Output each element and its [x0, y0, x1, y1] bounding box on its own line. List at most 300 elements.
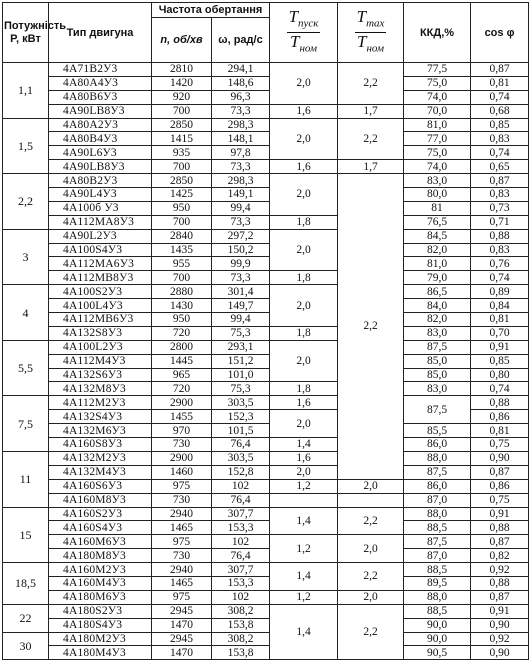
rpm-cell: 1465	[152, 576, 212, 590]
motor-type-cell: 4А112МА8У3	[49, 215, 152, 229]
efficiency-cell: 88,0	[404, 451, 471, 465]
omega-cell: 73,3	[212, 104, 270, 118]
start-torque-cell: 1,4	[270, 563, 338, 591]
cos-phi-cell: 0,88	[471, 576, 529, 590]
motor-spec-table	[2, 2, 529, 660]
rpm-cell: 2850	[152, 118, 212, 132]
start-torque-cell: 2,0	[270, 340, 338, 382]
max-torque-cell: 2,2	[338, 63, 404, 105]
efficiency-cell: 77,5	[404, 63, 471, 77]
motor-type-cell: 4А180S4У3	[49, 618, 152, 632]
motor-type-cell: 4А132S4У3	[49, 410, 152, 424]
cos-phi-cell: 0,81	[471, 76, 529, 90]
omega-cell: 148,6	[212, 76, 270, 90]
omega-cell: 301,4	[212, 285, 270, 299]
efficiency-cell: 83,0	[404, 326, 471, 340]
efficiency-cell: 74,0	[404, 160, 471, 174]
omega-cell: 101,5	[212, 424, 270, 438]
rpm-cell: 730	[152, 549, 212, 563]
start-torque-cell: 1,6	[270, 451, 338, 465]
table-row	[3, 90, 529, 104]
header-cos-phi: cos φ	[471, 3, 529, 63]
efficiency-cell: 90,0	[404, 618, 471, 632]
motor-type-cell: 4А112МВ6У3	[49, 313, 152, 327]
table-row	[3, 618, 529, 632]
table-row	[3, 285, 529, 299]
table-row	[3, 479, 529, 493]
efficiency-cell: 83,0	[404, 382, 471, 396]
table-row	[3, 493, 529, 507]
rpm-cell: 2945	[152, 632, 212, 646]
power-cell: 11	[3, 451, 49, 507]
efficiency-cell: 89,5	[404, 576, 471, 590]
omega-cell: 97,8	[212, 146, 270, 160]
cos-phi-cell: 0,83	[471, 188, 529, 202]
table-row	[3, 215, 529, 229]
omega-cell: 75,3	[212, 382, 270, 396]
motor-type-cell: 4А90LВ8У3	[49, 160, 152, 174]
table-row	[3, 104, 529, 118]
rpm-cell: 1435	[152, 243, 212, 257]
omega-cell: 303,5	[212, 451, 270, 465]
omega-cell: 99,4	[212, 201, 270, 215]
cos-phi-cell: 0,86	[471, 410, 529, 424]
rpm-cell: 1470	[152, 646, 212, 660]
table-row	[3, 535, 529, 549]
motor-type-cell: 4А160М8У3	[49, 493, 152, 507]
cos-phi-cell: 0,74	[471, 146, 529, 160]
cos-phi-cell: 0,84	[471, 299, 529, 313]
rpm-cell: 1455	[152, 410, 212, 424]
start-torque-cell: 2,0	[270, 174, 338, 216]
power-cell: 15	[3, 507, 49, 563]
cos-phi-cell: 0,90	[471, 618, 529, 632]
motor-type-cell: 4А180М4У3	[49, 646, 152, 660]
rpm-cell: 2800	[152, 340, 212, 354]
cos-phi-cell: 0,82	[471, 549, 529, 563]
cos-phi-cell: 0,85	[471, 354, 529, 368]
max-torque-cell: 2,2	[338, 604, 404, 660]
motor-type-cell: 4А132S8У3	[49, 326, 152, 340]
efficiency-cell: 85,0	[404, 354, 471, 368]
efficiency-cell: 81,0	[404, 118, 471, 132]
table-row	[3, 563, 529, 577]
omega-cell: 99,9	[212, 257, 270, 271]
omega-cell: 298,3	[212, 174, 270, 188]
omega-cell: 75,3	[212, 326, 270, 340]
cos-phi-cell: 0,74	[471, 271, 529, 285]
max-torque-cell: 2,2	[338, 563, 404, 591]
omega-cell: 76,4	[212, 549, 270, 563]
efficiency-cell: 79,0	[404, 271, 471, 285]
header-efficiency: ККД,%	[404, 3, 471, 63]
motor-type-cell: 4А90L2У3	[49, 229, 152, 243]
motor-type-cell: 4А160М2У3	[49, 563, 152, 577]
omega-cell: 153,8	[212, 646, 270, 660]
header-omega: ω, рад/с	[212, 18, 270, 63]
header-max-torque-ratio	[338, 3, 404, 63]
efficiency-cell: 86,5	[404, 285, 471, 299]
motor-type-cell: 4А90LВ8У3	[49, 104, 152, 118]
cos-phi-cell: 0,87	[471, 590, 529, 604]
table-row	[3, 243, 529, 257]
table-row	[3, 396, 529, 410]
start-torque-fraction: $\frac{T_{пуск}}{T_{ном}}$	[288, 6, 319, 55]
rpm-cell: 1415	[152, 132, 212, 146]
table-row	[3, 438, 529, 452]
motor-type-cell: 4А80В4У3	[49, 132, 152, 146]
rpm-cell: 965	[152, 368, 212, 382]
power-cell: 4	[3, 285, 49, 341]
table-row	[3, 604, 529, 618]
rpm-cell: 1425	[152, 188, 212, 202]
motor-type-cell: 4А180М6У3	[49, 590, 152, 604]
motor-type-cell: 4А100S4У3	[49, 243, 152, 257]
omega-cell: 96,3	[212, 90, 270, 104]
omega-cell: 148,1	[212, 132, 270, 146]
omega-cell: 308,2	[212, 632, 270, 646]
rpm-cell: 700	[152, 215, 212, 229]
table-row	[3, 174, 529, 188]
motor-type-cell: 4А90L6У3	[49, 146, 152, 160]
table-row	[3, 76, 529, 90]
start-torque-cell: 2,0	[270, 410, 338, 438]
table-row	[3, 632, 529, 646]
power-cell: 3	[3, 229, 49, 285]
rpm-cell: 2940	[152, 563, 212, 577]
rpm-cell: 955	[152, 257, 212, 271]
efficiency-cell: 88,0	[404, 590, 471, 604]
start-torque-cell: 1,4	[270, 438, 338, 452]
rpm-cell: 700	[152, 160, 212, 174]
efficiency-cell: 85,5	[404, 424, 471, 438]
header-start-torque-ratio	[270, 3, 338, 63]
efficiency-cell: 81	[404, 201, 471, 215]
max-torque-fraction: $\frac{T_{max}}{T_{ном}}$	[356, 6, 385, 55]
omega-cell: 297,2	[212, 229, 270, 243]
omega-cell: 150,2	[212, 243, 270, 257]
omega-cell: 303,5	[212, 396, 270, 410]
cos-phi-cell: 0,81	[471, 313, 529, 327]
cos-phi-cell: 0,87	[471, 535, 529, 549]
cos-phi-cell: 0,91	[471, 604, 529, 618]
omega-cell: 149,1	[212, 188, 270, 202]
motor-type-cell: 4А90L4У3	[49, 188, 152, 202]
rpm-cell: 2850	[152, 174, 212, 188]
omega-cell: 73,3	[212, 215, 270, 229]
omega-cell: 153,3	[212, 576, 270, 590]
efficiency-cell: 80,0	[404, 188, 471, 202]
power-cell: 22	[3, 604, 49, 632]
table-row	[3, 271, 529, 285]
cos-phi-cell: 0,81	[471, 424, 529, 438]
cos-phi-cell: 0,87	[471, 63, 529, 77]
cos-phi-cell: 0,87	[471, 465, 529, 479]
rpm-cell: 950	[152, 313, 212, 327]
motor-type-cell: 4А160М4У3	[49, 576, 152, 590]
omega-cell: 294,1	[212, 63, 270, 77]
start-torque-cell: 2,0	[270, 229, 338, 271]
start-torque-cell	[270, 493, 338, 507]
motor-type-cell: 4А160М6У3	[49, 535, 152, 549]
efficiency-cell: 87,0	[404, 549, 471, 563]
efficiency-cell: 87,5	[404, 465, 471, 479]
efficiency-cell: 70,0	[404, 104, 471, 118]
omega-cell: 153,8	[212, 618, 270, 632]
cos-phi-cell: 0,75	[471, 438, 529, 452]
start-torque-cell: 1,8	[270, 382, 338, 396]
efficiency-cell: 74,0	[404, 90, 471, 104]
start-torque-cell: 1,4	[270, 604, 338, 660]
header-rotation-frequency: Частота обертання	[152, 3, 270, 18]
efficiency-cell: 88,5	[404, 563, 471, 577]
max-torque-cell: 1,7	[338, 104, 404, 118]
max-torque-cell: 2,2	[338, 118, 404, 160]
rpm-cell: 1465	[152, 521, 212, 535]
motor-type-cell: 4А132М8У3	[49, 382, 152, 396]
rpm-cell: 720	[152, 382, 212, 396]
rpm-cell: 950	[152, 201, 212, 215]
omega-cell: 99,4	[212, 313, 270, 327]
omega-cell: 73,3	[212, 160, 270, 174]
motor-type-cell: 4А160S6У3	[49, 479, 152, 493]
table-row	[3, 368, 529, 382]
table-row	[3, 146, 529, 160]
efficiency-cell: 88,0	[404, 507, 471, 521]
rpm-cell: 2810	[152, 63, 212, 77]
rpm-cell: 935	[152, 146, 212, 160]
cos-phi-cell: 0,85	[471, 118, 529, 132]
table-row	[3, 160, 529, 174]
table-row	[3, 590, 529, 604]
table-row	[3, 257, 529, 271]
max-torque-cell: 2,2	[338, 174, 404, 480]
motor-type-cell: 4А100б У3	[49, 201, 152, 215]
cos-phi-cell: 0,65	[471, 160, 529, 174]
table-row	[3, 132, 529, 146]
cos-phi-cell: 0,74	[471, 382, 529, 396]
start-torque-cell: 2,0	[270, 118, 338, 160]
motor-type-cell: 4А180М8У3	[49, 549, 152, 563]
cos-phi-cell: 0,87	[471, 174, 529, 188]
omega-cell: 153,3	[212, 521, 270, 535]
rpm-cell: 2900	[152, 396, 212, 410]
motor-type-cell: 4А180S2У3	[49, 604, 152, 618]
table-row	[3, 313, 529, 327]
cos-phi-cell: 0,90	[471, 451, 529, 465]
max-torque-cell: 2,0	[338, 535, 404, 563]
efficiency-cell: 84,0	[404, 299, 471, 313]
motor-type-cell: 4А80В2У3	[49, 174, 152, 188]
table-row	[3, 201, 529, 215]
rpm-cell: 1420	[152, 76, 212, 90]
power-cell: 2,2	[3, 174, 49, 230]
omega-cell: 152,8	[212, 465, 270, 479]
motor-type-cell: 4А160S4У3	[49, 521, 152, 535]
efficiency-cell: 87,5	[404, 340, 471, 354]
efficiency-cell: 88,5	[404, 604, 471, 618]
rpm-cell: 1470	[152, 618, 212, 632]
motor-type-cell: 4А132М2У3	[49, 451, 152, 465]
table-row	[3, 188, 529, 202]
motor-type-cell: 4А180М2У3	[49, 632, 152, 646]
table-row	[3, 299, 529, 313]
motor-type-cell: 4А160S8У3	[49, 438, 152, 452]
cos-phi-cell: 0,88	[471, 396, 529, 410]
rpm-cell: 2880	[152, 285, 212, 299]
start-torque-cell: 1,8	[270, 215, 338, 229]
motor-type-cell: 4А112МА6У3	[49, 257, 152, 271]
cos-phi-cell: 0,83	[471, 243, 529, 257]
start-torque-cell: 1,2	[270, 590, 338, 604]
omega-cell: 307,7	[212, 507, 270, 521]
motor-type-cell: 4А80А4У3	[49, 76, 152, 90]
efficiency-cell: 87,0	[404, 493, 471, 507]
table-row	[3, 521, 529, 535]
motor-type-cell: 4А71В2У3	[49, 63, 152, 77]
table-row	[3, 354, 529, 368]
rpm-cell: 975	[152, 535, 212, 549]
motor-spec-table-sheet	[2, 2, 528, 660]
rpm-cell: 720	[152, 326, 212, 340]
table-row	[3, 465, 529, 479]
rpm-cell: 730	[152, 493, 212, 507]
start-torque-cell: 1,6	[270, 104, 338, 118]
omega-cell: 149,7	[212, 299, 270, 313]
efficiency-cell: 87,5	[404, 535, 471, 549]
table-row	[3, 549, 529, 563]
table-row	[3, 118, 529, 132]
motor-type-cell: 4А80В6У3	[49, 90, 152, 104]
omega-cell: 102	[212, 590, 270, 604]
omega-cell: 76,4	[212, 493, 270, 507]
rpm-cell: 2840	[152, 229, 212, 243]
cos-phi-cell: 0,88	[471, 229, 529, 243]
omega-cell: 102	[212, 535, 270, 549]
start-torque-cell: 1,2	[270, 479, 338, 493]
table-row	[3, 451, 529, 465]
efficiency-cell: 75,0	[404, 76, 471, 90]
table-row	[3, 229, 529, 243]
rpm-cell: 2900	[152, 451, 212, 465]
rpm-cell: 2945	[152, 604, 212, 618]
table-row	[3, 576, 529, 590]
rpm-cell: 920	[152, 90, 212, 104]
cos-phi-cell: 0,88	[471, 521, 529, 535]
cos-phi-cell: 0,83	[471, 132, 529, 146]
rpm-cell: 1430	[152, 299, 212, 313]
power-cell: 7,5	[3, 396, 49, 452]
efficiency-cell: 84,5	[404, 229, 471, 243]
power-cell: 1,1	[3, 63, 49, 119]
efficiency-cell: 86,0	[404, 438, 471, 452]
omega-cell: 151,2	[212, 354, 270, 368]
efficiency-cell: 77,0	[404, 132, 471, 146]
omega-cell: 307,7	[212, 563, 270, 577]
table-row	[3, 507, 529, 521]
motor-type-cell: 4А132М6У3	[49, 424, 152, 438]
rpm-cell: 2940	[152, 507, 212, 521]
power-cell: 5,5	[3, 340, 49, 396]
omega-cell: 298,3	[212, 118, 270, 132]
efficiency-cell: 90,5	[404, 646, 471, 660]
motor-type-cell: 4А112М4У3	[49, 354, 152, 368]
table-row	[3, 340, 529, 354]
omega-cell: 152,3	[212, 410, 270, 424]
rpm-cell: 730	[152, 438, 212, 452]
omega-cell: 101,0	[212, 368, 270, 382]
efficiency-cell: 82,0	[404, 313, 471, 327]
motor-type-cell: 4А132S6У3	[49, 368, 152, 382]
cos-phi-cell: 0,89	[471, 285, 529, 299]
header-power: Потужність P, кВт	[3, 3, 49, 63]
cos-phi-cell: 0,92	[471, 563, 529, 577]
cos-phi-cell: 0,80	[471, 368, 529, 382]
motor-type-cell: 4А160S2У3	[49, 507, 152, 521]
table-row	[3, 646, 529, 660]
omega-cell: 76,4	[212, 438, 270, 452]
start-torque-cell: 2,0	[270, 465, 338, 479]
motor-type-cell: 4А132М4У3	[49, 465, 152, 479]
cos-phi-cell: 0,91	[471, 507, 529, 521]
table-row	[3, 382, 529, 396]
cos-phi-cell: 0,70	[471, 326, 529, 340]
start-torque-cell: 1,6	[270, 396, 338, 410]
power-cell: 1,5	[3, 118, 49, 174]
start-torque-cell: 2,0	[270, 63, 338, 105]
max-torque-cell	[338, 493, 404, 507]
rpm-cell: 975	[152, 479, 212, 493]
motor-type-cell: 4А80А2У3	[49, 118, 152, 132]
header-n-rpm: n, об/хв	[152, 18, 212, 63]
cos-phi-cell: 0,68	[471, 104, 529, 118]
cos-phi-cell: 0,71	[471, 215, 529, 229]
max-torque-cell: 2,0	[338, 590, 404, 604]
power-cell: 30	[3, 632, 49, 660]
motor-type-cell: 4А100L2У3	[49, 340, 152, 354]
cos-phi-cell: 0,75	[471, 493, 529, 507]
efficiency-cell: 88,5	[404, 521, 471, 535]
rpm-cell: 1460	[152, 465, 212, 479]
cos-phi-cell: 0,92	[471, 632, 529, 646]
start-torque-cell: 1,4	[270, 507, 338, 535]
omega-cell: 293,1	[212, 340, 270, 354]
rpm-cell: 970	[152, 424, 212, 438]
table-row	[3, 326, 529, 340]
efficiency-cell: 86,0	[404, 479, 471, 493]
max-torque-cell: 2,0	[338, 479, 404, 493]
omega-cell: 73,3	[212, 271, 270, 285]
rpm-cell: 1445	[152, 354, 212, 368]
efficiency-cell: 75,0	[404, 146, 471, 160]
header-motor-type: Тип двигуна	[49, 3, 152, 63]
cos-phi-cell: 0,86	[471, 479, 529, 493]
efficiency-cell: 82,0	[404, 243, 471, 257]
motor-type-cell: 4А112МВ8У3	[49, 271, 152, 285]
motor-type-cell: 4А112М2У3	[49, 396, 152, 410]
efficiency-cell: 76,5	[404, 215, 471, 229]
start-torque-cell: 1,8	[270, 271, 338, 285]
max-torque-cell: 1,7	[338, 160, 404, 174]
cos-phi-cell: 0,74	[471, 90, 529, 104]
omega-cell: 102	[212, 479, 270, 493]
start-torque-cell: 1,8	[270, 326, 338, 340]
efficiency-cell: 85,0	[404, 368, 471, 382]
table-row	[3, 424, 529, 438]
cos-phi-cell: 0,73	[471, 201, 529, 215]
rpm-cell: 700	[152, 271, 212, 285]
start-torque-cell: 1,2	[270, 535, 338, 563]
